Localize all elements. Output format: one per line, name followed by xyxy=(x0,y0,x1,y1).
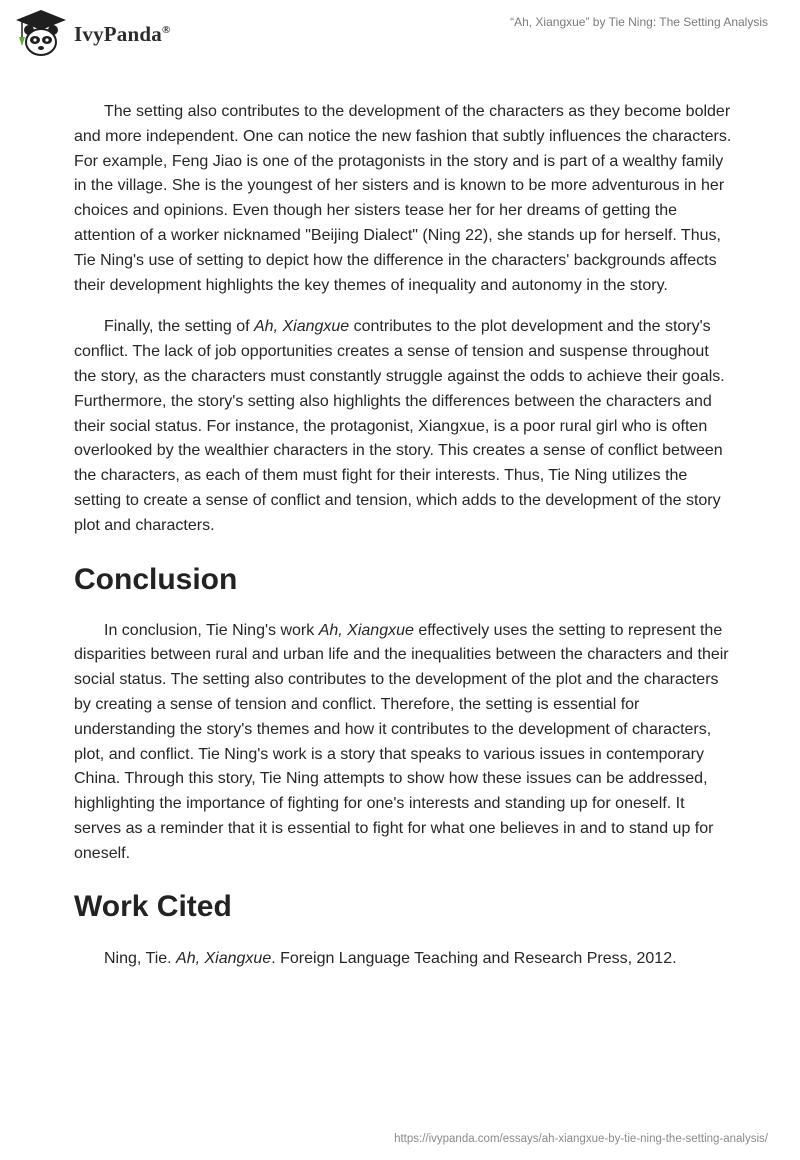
source-url[interactable]: https://ivypanda.com/essays/ah-xiangxue-by-tie-ning-the-setting-analysis/ xyxy=(394,1133,768,1145)
citation-entry: Ning, Tie. Ah, Xiangxue. Foreign Language Teaching and Research Press, 2012. xyxy=(104,949,677,967)
paragraph-conclusion: In conclusion, Tie Ning's work Ah, Xiangxue effectively uses the setting to represent the disparities between rural and urban life and the inequalities between the characters and their social status. The setting also contributes to the development of the plot and the characters by creating a sense of tension and conflict. Therefore, the setting is essential for understanding the story's themes and how it contributes to the development of characters, plot, and conflict. Tie Ning's work is a story that speaks to various issues in contemporary China. Through this story, Tie Ning attempts to show how these issues can be addressed, highlighting the importance of fighting for one's interests and standing up for oneself. It serves as a reminder that it is essential to fight for what one believes in and to stand up for oneself. xyxy=(74,621,729,862)
document-title: “Ah, Xiangxue” by Tie Ning: The Setting Analysis xyxy=(510,15,768,29)
book-title: Ah, Xiangxue xyxy=(318,621,414,639)
essay-content xyxy=(74,100,734,971)
page-header xyxy=(0,0,800,70)
works-cited-heading: Work Cited xyxy=(74,889,232,923)
paragraph-plot-conflict: Finally, the setting of Ah, Xiangxue contributes to the plot development and the story's conflict. The lack of job opportunities creates a sense of tension and suspense throughout the story, as the characters must constantly struggle against the odds to achieve their goals. Furthermore, the story's setting also highlights the differences between the characters and their social status. For instance, the protagonist, Xiangxue, is a poor rural girl who is often overlooked by the wealthier characters in the story. This creates a sense of conflict between the characters, as each of them must fight for their interests. Thus, Tie Ning utilizes the setting to create a sense of conflict and tension, which adds to the development of the story plot and characters. xyxy=(74,318,725,534)
registered-mark: ® xyxy=(161,23,171,36)
book-title: Ah, Xiangxue xyxy=(254,318,350,336)
panda-graduate-icon xyxy=(14,8,68,58)
conclusion-heading: Conclusion xyxy=(74,562,238,596)
book-title: Ah, Xiangxue xyxy=(176,949,272,967)
ivypanda-logo[interactable] xyxy=(14,8,170,58)
brand-name: IvyPanda® xyxy=(74,21,171,46)
paragraph-characters: The setting also contributes to the development of the characters as they become bolder and more independent. One can notice the new fashion that subtly influences the characters. For example, Feng Jiao is one of the protagonists in the story and is part of a wealthy family in the village. She is the youngest of her sisters and is known to be more adventurous in her choices and opinions. Even though her sisters tease her for her dreams of getting the attention of a worker nicknamed "Beijing Dialect" (Ning 22), she stands up for herself. Thus, Tie Ning's use of setting to depict how the difference in the characters' backgrounds affects their development highlights the key themes of inequality and autonomy in the story. xyxy=(74,103,732,294)
